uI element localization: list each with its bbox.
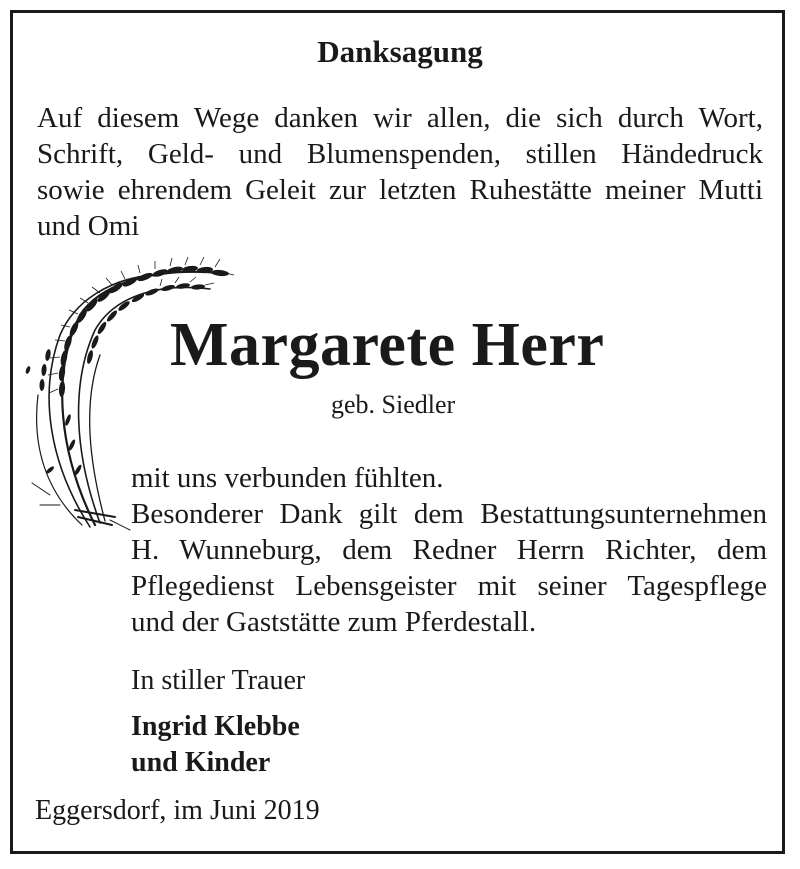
intro-paragraph	[37, 100, 763, 244]
signature-name: Ingrid Klebbe	[131, 711, 300, 742]
body-line: Besonderer Dank gilt dem Bestattungsunternehmen	[131, 498, 767, 530]
body-line: H. Wunneburg, dem Redner Herrn Richter, dem	[131, 534, 767, 566]
intro-line: Auf diesem Wege danken wir allen, die sich durch Wort,	[37, 102, 763, 134]
signature-block	[131, 663, 305, 781]
body-line: und der Gaststätte zum Pferdestall.	[131, 606, 537, 638]
place-date: Eggersdorf, im Juni 2019	[35, 795, 320, 826]
intro-line: sowie ehrendem Geleit zur letzten Ruhestätte meiner Mutti	[37, 174, 763, 206]
intro-line: Schrift, Geld- und Blumenspenden, stillen Händedruck	[37, 138, 763, 170]
body-line: mit uns verbunden fühlten.	[131, 462, 444, 494]
signature-family: und Kinder	[131, 747, 271, 778]
notice-title: Danksagung	[317, 34, 483, 69]
body-line: Pflegedienst Lebensgeister mit seiner Tagespflege	[131, 570, 767, 602]
signature-intro: In stiller Trauer	[131, 665, 306, 696]
deceased-name: Margarete Herr	[170, 311, 605, 379]
thanks-paragraph	[131, 460, 767, 640]
intro-line: und Omi	[37, 210, 140, 242]
birth-name: geb. Siedler	[331, 390, 456, 419]
